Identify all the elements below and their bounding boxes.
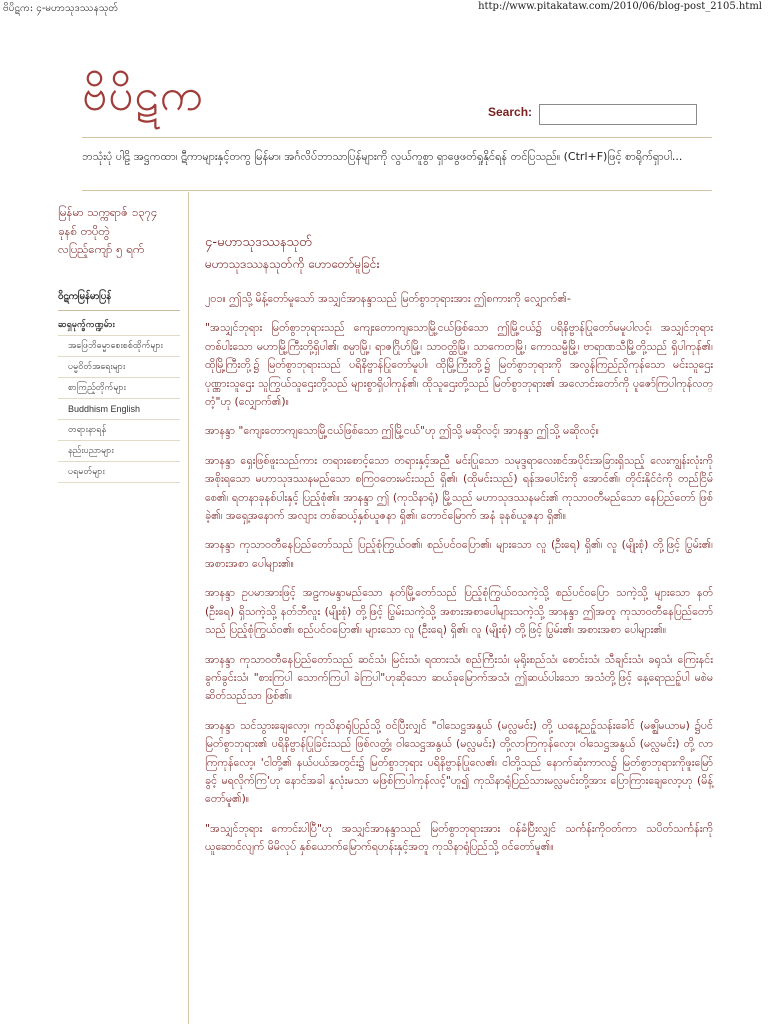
myanmar-date [58, 203, 188, 259]
column-divider [188, 192, 189, 1024]
print-header [0, 0, 768, 16]
article-paragraph: အာနန္ဒာ ရှေးဖြစ်ဖူးသည်ကား တရားစောင့်သော တရားနှင့်အညီ မင်းပြုသော သမုဒ္ဒရာလေးစင်အပိုင်းအခြားရှိသည့် လေးကျွန်းလုံးကို အစိုးရသော မဟာသုဒဿနမည်သော စကြဝတေးမင်းသည် ရှိ၏၊ (ထိုမင်းသည်) ရန်အပေါင်းကို အောင်၏၊ တိုင်းနိုင်ငံကို တည်ငြိမ်စေ၏၊ ရတနာခုနစ်ပါးနှင့် ပြည့်စုံ၏။ အာနန္ဒာ ဤ (ကုသိနာရုံ) မြို့သည် မဟာသုဒဿနမင်း၏ ကုသာဝတီမည်သော နေပြည်တော် ဖြစ်ခဲ့၏၊ အရှေ့အနောက် အလျား တစ်ဆယ့်နှစ်ယူဇနာ ရှိ၏၊ တောင်မြောက် အနံ ခုနစ်ယူဇနာ ရှိ၏။ [205, 453, 713, 523]
article-paragraph: အာနန္ဒာ ကုသာဝတီနေပြည်တော်သည် ဆင်သံ၊ မြင်းသံ၊ ရထားသံ၊ စည်ကြီးသံ၊ မုရိုးစည်သံ၊ စောင်းသံ၊ သီချင်းသံ၊ ခရုသံ၊ ကြေးနင်းခွက်ခွင်းသံ၊ "စားကြပါ သောက်ကြပါ ခဲကြပါ"ဟုဆိုသော ဆယ်ခုမြောက်အသံ၊ ဤဆယ်ပါးသော အသံတို့ဖြင့် နေ့ရောညဉ့်ပါ မစဲမဆိတ်သည်သာ ဖြစ်၏။ [205, 652, 713, 703]
date-line-3: လပြည့်ကျော် ၅ ရက် [58, 242, 145, 256]
date-line-1: မြန်မာ သက္ကရာဇ် ၁၃၇၄ [58, 205, 158, 219]
article-paragraph: အာနန္ဒာ ကုသာဝတီနေပြည်တော်သည် ပြည့်စုံကြွယ်ဝ၏၊ စည်ပင်ဝပြော၏၊ များသော လူ (ဦးရေ) ရှိ၏၊ လူ (မျိုးစုံ) တို့ဖြင့် ပြွမ်း၏၊ အစားအစာ ပေါများ၏။ [205, 538, 713, 570]
article-paragraph: "အသျှင်ဘုရား မြတ်စွာဘုရားသည် ကျေးတောကျသောမြို့ငယ်ဖြစ်သော ဤမြို့ငယ်၌ ပရိနိဗ္ဗာန်ပြုတော်မမူပါလင့်၊ အသျှင်ဘုရား တစ်ပါးသော မဟာမြို့ကြီးတို့ရှိပါ၏၊ စမ္ပာမြို့၊ ရာဇဂြိုဟ်မြို့၊ သာဝတ္ထိမြို့၊ သာကေတမြို့၊ ကောသမ္ဗီမြို့၊ ဗာရာဏသီမြို့တို့သည် ရှိပါကုန်၏၊ ထိုမြို့ကြီးတို့၌ မြတ်စွာဘုရားသည် ပရိနိဗ္ဗာန်ပြုတော်မူပါ၊ ထိုမြို့ကြီးတို့၌ မြတ်စွာဘုရားကို အလွန်ကြည်ညိုကုန်သော မင်းသူဌေး ပုဏ္ဏားသူဌေး သူကြွယ်သူဌေးတို့သည် များစွာရှိပါကုန်၏၊ ထိုသူဌေးတို့သည် မြတ်စွာဘုရား၏ အလောင်းတော်ကို ပူဇော်ကြပါကုန်လတ္တံ့"ဟု (လျှောက်၏)။ [205, 321, 713, 409]
sidebar-item-buddhism-english[interactable]: Buddhism English [58, 399, 180, 420]
print-url: http://www.pitakataw.com/2010/06/blog-post_2105.html [478, 1, 762, 12]
sidebar-item[interactable]: ပရမတ်များ [58, 462, 180, 483]
sidebar-item[interactable]: ပမ္မဝိတ်အရေးများ [58, 357, 180, 378]
intro-divider [82, 190, 712, 191]
header-divider [82, 137, 712, 138]
article-paragraph: အာနန္ဒာ "ကျေးတောကျသောမြို့ငယ်ဖြစ်သော ဤမြို့ငယ်"ဟု ဤသို့ မဆိုလင့်၊ အာနန္ဒာ ဤသို့ မဆိုလင့်။ [205, 424, 599, 438]
sidebar-item[interactable]: တရားနာရန် [58, 420, 180, 441]
print-title: ဗိပိဋက: ၄-မဟာသုဒဿနသုတ် [3, 3, 119, 14]
search-input[interactable] [539, 104, 697, 125]
search-label: Search: [488, 105, 533, 119]
sidebar-heading: ဝိဋကမြန်မာပြန် [58, 290, 180, 311]
article-paragraph: အာနန္ဒာ ဥပမာအားဖြင့် အဠကမန္ဒာမည်သော နတ်မြို့တော်သည် ပြည့်စုံကြွယ်ဝသကဲ့သို့ စည်ပင်ဝပြော သကဲ့သို့ များသော နတ် (ဦးရေ) ရှိသကဲ့သို့ နတ်ဘီလူး (မျိုးစုံ) တို့ဖြင့် ပြွမ်းသကဲ့သို့ အစားအစာပေါများသကဲ့သို့ အာနန္ဒာ ဤအတူ ကုသာဝတီနေပြည်တော်သည် ပြည့်စုံကြွယ်ဝ၏၊ စည်ပင်ဝပြော၏၊ များသော လူ (ဦးရေ) ရှိ၏၊ လူ (မျိုးစုံ) တို့ဖြင့် ပြွမ်း၏၊ အစားအစာ ပေါများ၏။ [205, 586, 713, 637]
date-line-2: ခုနစ် တပိုတွဲ [58, 223, 110, 238]
article-body [205, 290, 713, 868]
site-intro: ဘသုံးပုံ ပါဠိ အဋ္ဌကထာ၊ ဋီကာများနှင့်တကွ မြန်မာ၊ အင်္ဂလိပ်ဘာသာပြန်များကို လွယ်ကူစွာ ရှာဖွေဖတ်ရှုနိုင်ရန် တင်ပြသည်။ (Ctrl+F)ဖြင့် စာရိုက်ရှာပါ... [82, 150, 683, 163]
article-title[interactable]: ၄-မဟာသုဒဿနသုတ် [205, 235, 312, 250]
article-subtitle: မဟာသုဒဿနသုတ်ကို ဟောတော်မူခြင်း [205, 257, 380, 271]
article-paragraph: "အသျှင်ဘုရား ကောင်းပါပြီ"ဟု အသျှင်အာနန္ဒာသည် မြတ်စွာဘုရားအား ဝန်ခံပြီးလျှင် သင်္ကန်းကိုဝတ်ကာ သပိတ်သင်္ကန်းကို ယူဆောင်လျက် မိမိလုပ် နှစ်ယောက်မြောက်ရဟန်းနှင့်အတူ ကုသိနာရုံပြည်သို့ ဝင်တော်မူ၏။ [205, 821, 713, 854]
sidebar-item[interactable]: နည်းပညာများ [58, 441, 180, 462]
article-paragraph: ၂၀၁။ ဤသို့ မိန့်တော်မူသော် အသျှင်အာနန္ဒာသည် မြတ်စွာဘုရားအား ဤစကားကို လျှောက်၏- [205, 292, 571, 305]
sidebar-item[interactable]: စာကြည့်တိုက်များ [58, 378, 180, 399]
site-logo[interactable]: ဗိပိဋက [82, 70, 204, 121]
sidebar-nav [58, 290, 180, 483]
article-paragraph: အာနန္ဒာ သင်သွားချေလော့၊ ကုသိနာရုံပြည်သို့ ဝင်ပြီးလျှင် "ဝါသေဋ္ဌအနွယ် (မလ္လမင်း) တို့ ယနေ့ညဉ့်သန်းခေါင် (မဇ္ဈိမယာမ) ၌ပင် မြတ်စွာဘုရား၏ ပရိနိဗ္ဗာန်ပြုခြင်းသည် ဖြစ်လတ္တံ့၊ ဝါသေဋ္ဌအနွယ် (မလ္လမင်း) တို့လာကြကုန်လော့၊ ဝါသေဋ္ဌအနွယ် (မလ္လမင်း) တို့ လာကြကုန်လော့၊ 'ငါတို့၏ နယ်ပယ်အတွင်း၌ မြတ်စွာဘုရား ပရိနိဗ္ဗာန်ပြုလေ၏၊ ငါတို့သည် နောက်ဆုံးကာလ၌ မြတ်စွာဘုရားကိုဖူးမြော်ခွင့် မရလိုက်ကြ'ဟု နောင်အခါ နှလုံးမသာ မဖြစ်ကြပါကုန်လင့်"ဟူ၍ ကုသိနာရုံပြည်သားမလ္လမင်းတို့အား ပြောကြားချေလော့ဟု (မိန့်တော်မူ၏)။ [205, 718, 713, 806]
sidebar-item[interactable]: ဆရှမုက္ခ်ကဏ္ဍမ်ား [58, 315, 180, 336]
sidebar-item[interactable]: အဖြေဘိဓမ္မာစေးစစ်ထိုက်များ [58, 336, 180, 357]
